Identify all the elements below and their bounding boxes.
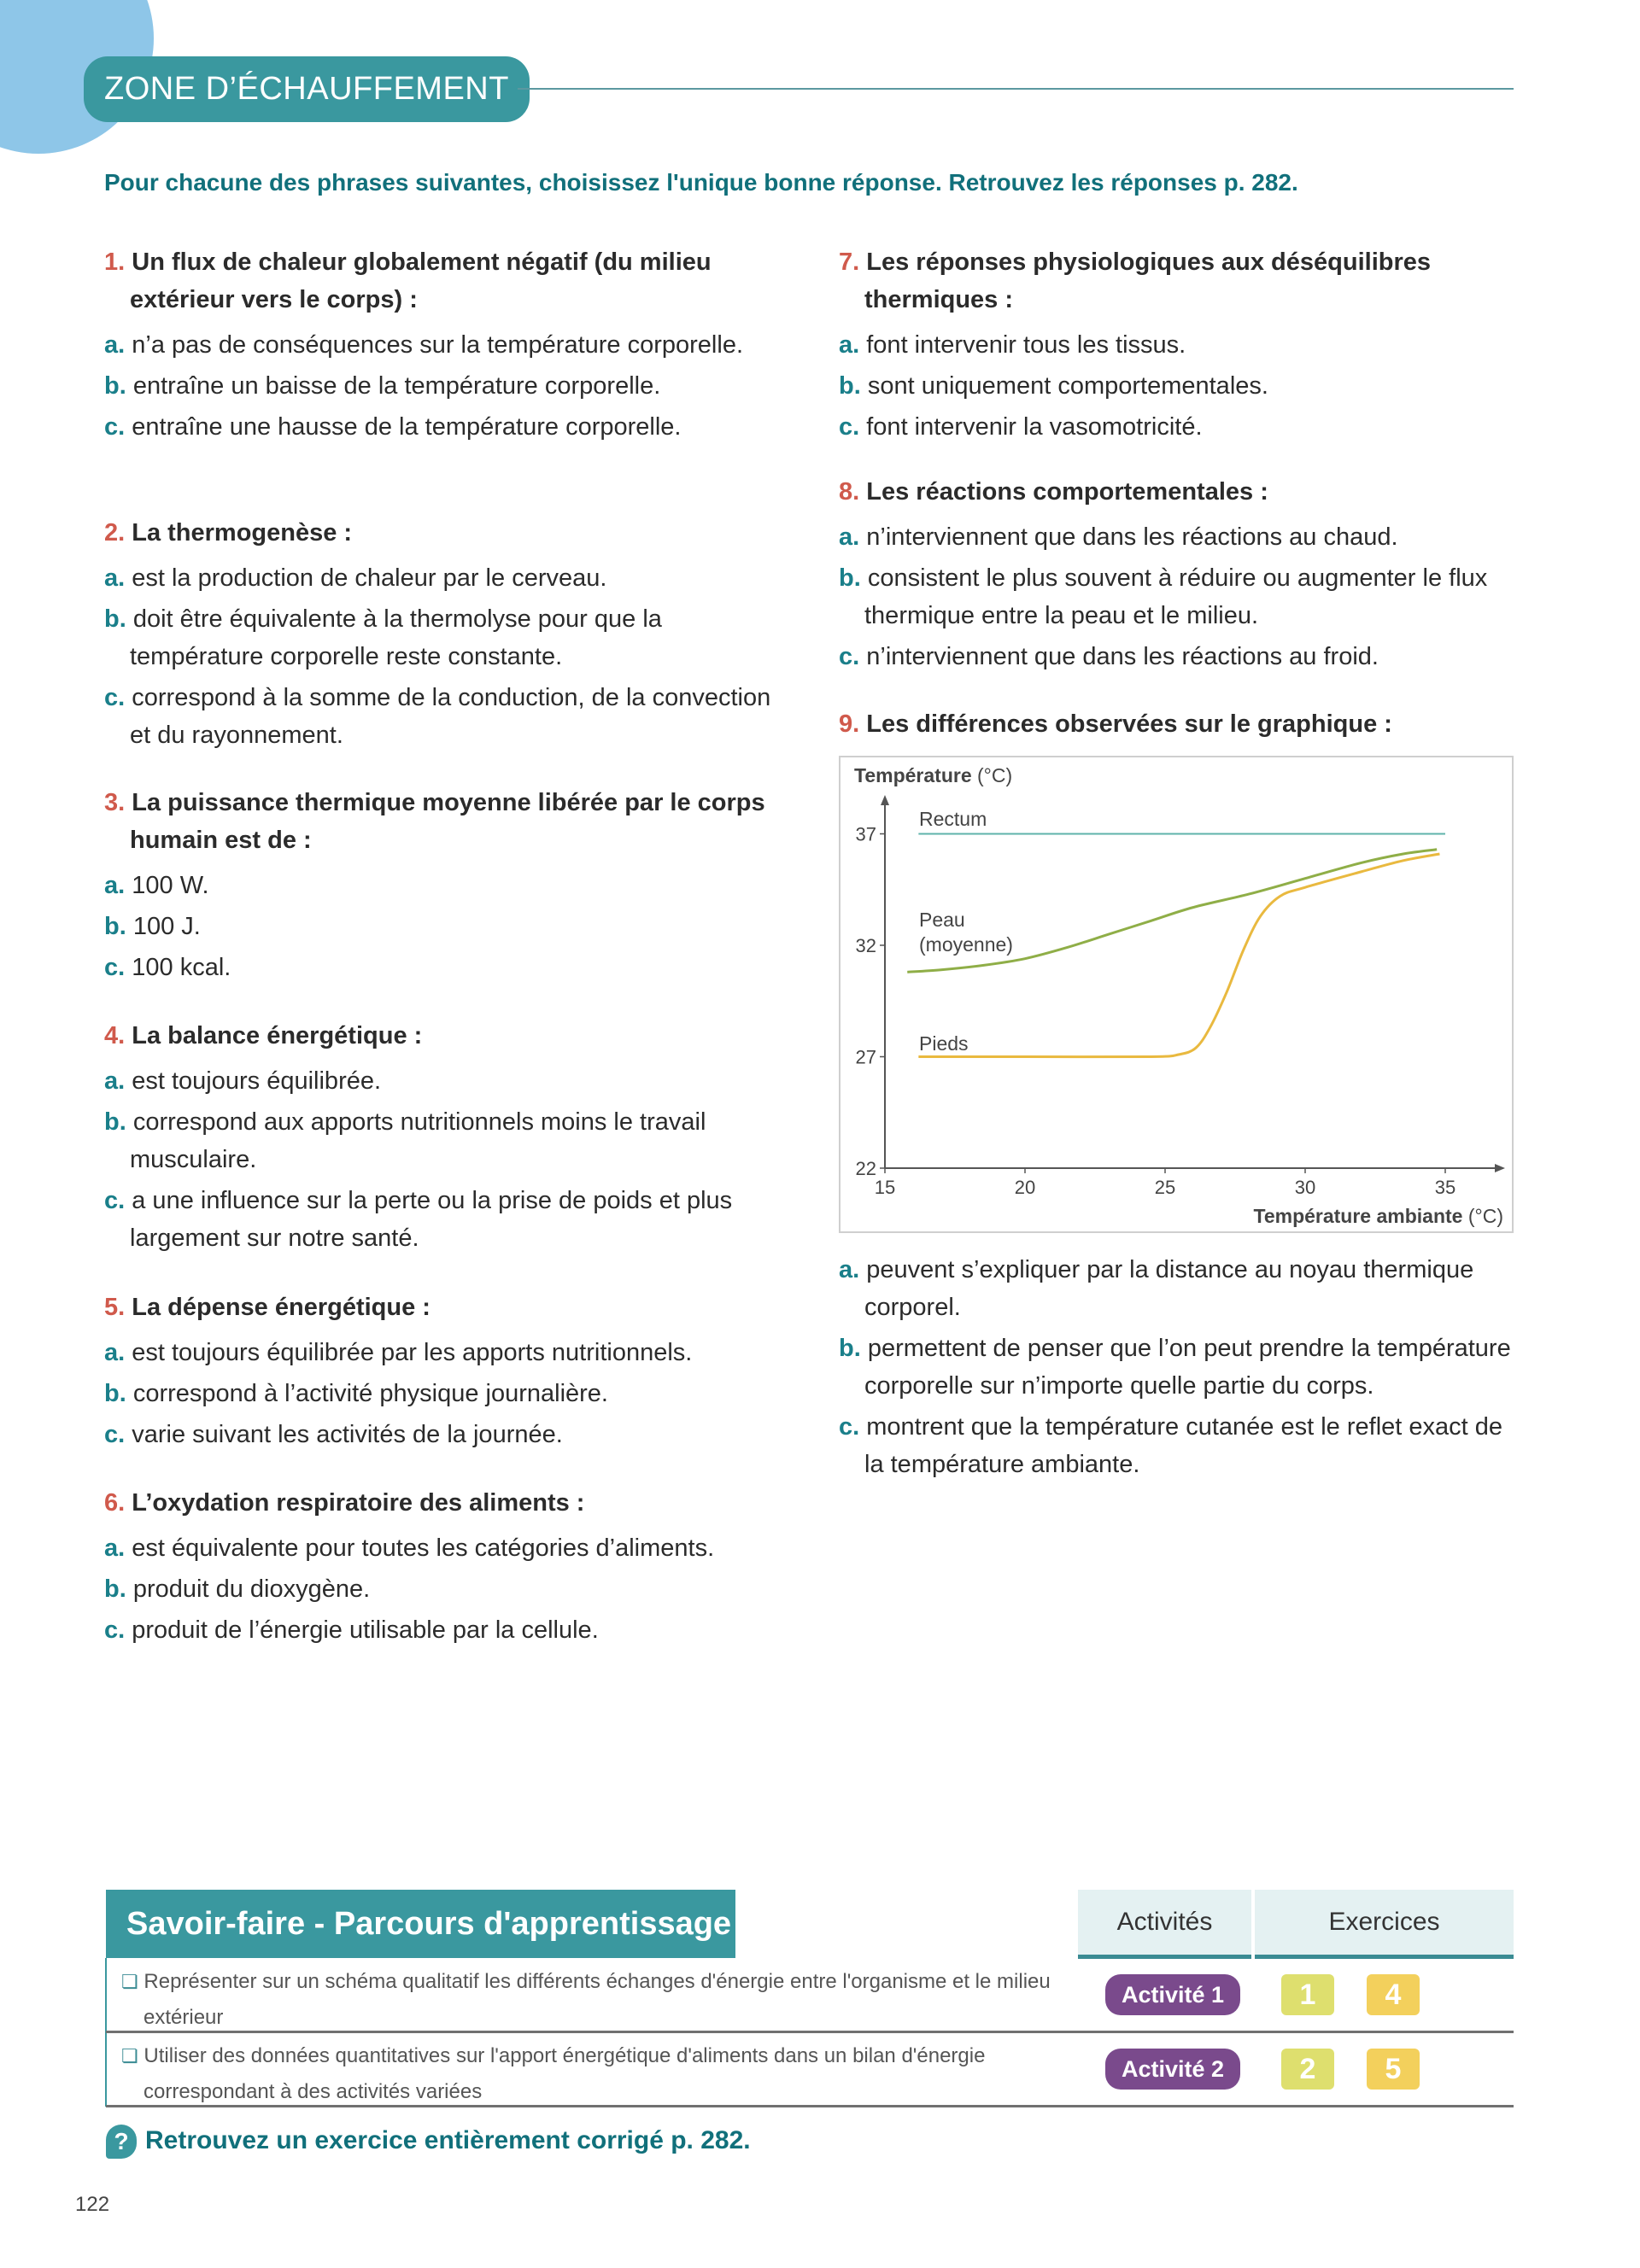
- answer-text: n’interviennent que dans les réactions au chaud.: [866, 523, 1398, 551]
- answer-text: produit de l’énergie utilisable par la cellule.: [132, 1616, 599, 1644]
- answer-option[interactable]: [839, 559, 1522, 634]
- question-number: 3.: [104, 789, 126, 816]
- question-number: 6.: [104, 1489, 126, 1517]
- answer-label: b.: [104, 605, 126, 633]
- x-tick-label: 25: [1154, 1177, 1176, 1198]
- y-axis-title: Température (°C): [854, 764, 1013, 786]
- answer-label: a.: [104, 1067, 126, 1095]
- answer-option[interactable]: [104, 679, 788, 754]
- answer-text: 100 J.: [132, 913, 201, 940]
- answer-option[interactable]: [104, 600, 788, 675]
- exercise-badge[interactable]: 5: [1367, 2049, 1420, 2090]
- corrected-exercise-note: [106, 2123, 751, 2159]
- question-title: [839, 243, 1522, 319]
- answer-label: c.: [104, 413, 126, 441]
- y-tick-label: 22: [855, 1158, 876, 1179]
- answer-text: permettent de penser que l’on peut prendre la température corporelle sur n’importe quelle partie du corps.: [864, 1335, 1511, 1400]
- question-text: La thermogenèse :: [132, 519, 353, 547]
- question-9-answers: [839, 1251, 1522, 1487]
- answer-label: b.: [104, 372, 126, 400]
- question-title: [104, 1289, 788, 1326]
- answer-text: varie suivant les activités de la journée.: [132, 1421, 563, 1448]
- savoir-faire-title: Savoir-faire - Parcours d'apprentissage: [106, 1890, 735, 1958]
- exercise-badge[interactable]: 2: [1281, 2049, 1334, 2090]
- answer-label: b.: [104, 1108, 126, 1136]
- question-text: La puissance thermique moyenne libérée par le corps humain est de :: [130, 789, 765, 854]
- answer-label: a.: [104, 331, 126, 359]
- question-number: 1.: [104, 248, 126, 276]
- answer-option[interactable]: [104, 367, 788, 405]
- answer-label: a.: [104, 1339, 126, 1366]
- y-axis-arrow: [881, 795, 889, 805]
- question-text: Un flux de chaleur globalement négatif (du milieu extérieur vers le corps) :: [130, 248, 712, 313]
- answer-text: 100 W.: [132, 872, 209, 899]
- chart-svg: [840, 757, 1512, 1231]
- answer-text: entraîne une hausse de la température corporelle.: [132, 413, 682, 441]
- question-title: [104, 243, 788, 319]
- question-text: Les réponses physiologiques aux déséquilibres thermiques :: [864, 248, 1432, 313]
- activity-badge[interactable]: Activité 2: [1105, 2049, 1240, 2090]
- question-9: [839, 705, 1522, 751]
- activity-badge[interactable]: Activité 1: [1105, 1974, 1240, 2015]
- y-tick-label: 27: [855, 1046, 876, 1068]
- answer-option[interactable]: [839, 518, 1522, 556]
- answer-option[interactable]: [104, 1103, 788, 1178]
- answer-label: c.: [104, 684, 126, 711]
- answer-text: est la production de chaleur par le cerveau.: [132, 564, 607, 592]
- question-text: La balance énergétique :: [132, 1022, 423, 1049]
- skill-text: Représenter sur un schéma qualitatif les différents échanges d'énergie entre l'organisme et le milieu extérieur: [144, 1970, 1051, 2029]
- page-number: 122: [75, 2193, 110, 2216]
- answer-option[interactable]: [104, 867, 788, 904]
- column-header-exercises: Exercices: [1255, 1890, 1514, 1959]
- answer-text: correspond à l’activité physique journalière.: [132, 1380, 608, 1407]
- answer-text: sont uniquement comportementales.: [867, 372, 1268, 400]
- answer-option[interactable]: [104, 408, 788, 446]
- answer-label: c.: [104, 1187, 126, 1214]
- series-label-pieds: Pieds: [919, 1032, 969, 1055]
- title-divider: [518, 88, 1514, 90]
- answer-option[interactable]: [839, 326, 1522, 364]
- y-tick-label: 32: [855, 935, 876, 956]
- answer-option[interactable]: [104, 1062, 788, 1100]
- question-text: Les différences observées sur le graphique :: [866, 710, 1392, 738]
- x-tick-label: 20: [1014, 1177, 1036, 1198]
- x-tick-label: 30: [1294, 1177, 1316, 1198]
- exercise-badge[interactable]: 4: [1367, 1974, 1420, 2015]
- answer-option[interactable]: [839, 408, 1522, 446]
- answer-label: a.: [104, 564, 126, 592]
- answer-label: c.: [839, 413, 860, 441]
- answer-option[interactable]: [104, 1416, 788, 1453]
- question-title: [839, 473, 1522, 511]
- series-label-rectum: Rectum: [919, 808, 987, 830]
- answer-option[interactable]: [104, 1182, 788, 1257]
- answer-text: n’a pas de conséquences sur la température corporelle.: [132, 331, 744, 359]
- y-tick-label: 37: [855, 823, 876, 845]
- x-axis-arrow: [1495, 1164, 1505, 1172]
- question-title: [104, 514, 788, 552]
- question-text: Les réactions comportementales :: [866, 478, 1268, 506]
- question-text: La dépense énergétique :: [132, 1294, 430, 1321]
- question-5: [104, 1289, 788, 1457]
- answer-label: a.: [839, 523, 860, 551]
- checkbox-icon: ❏: [121, 2045, 138, 2066]
- question-number: 4.: [104, 1022, 126, 1049]
- column-header-activities: Activités: [1078, 1890, 1251, 1959]
- question-number: 8.: [839, 478, 860, 506]
- answer-label: b.: [104, 1575, 126, 1603]
- answer-text: montrent que la température cutanée est le reflet exact de la température ambiante.: [864, 1413, 1503, 1478]
- table-row: [106, 1959, 1514, 2033]
- answer-label: b.: [104, 1380, 126, 1407]
- instruction-text: Pour chacune des phrases suivantes, choisissez l'unique bonne réponse. Retrouvez les réponses p. 282.: [104, 169, 1298, 196]
- answer-label: c.: [839, 643, 860, 670]
- question-8: [839, 473, 1522, 679]
- answer-label: c.: [104, 954, 126, 981]
- answer-label: a.: [104, 872, 126, 899]
- answer-text: font intervenir la vasomotricité.: [866, 413, 1203, 441]
- question-2: [104, 514, 788, 757]
- answer-option[interactable]: [839, 1408, 1522, 1483]
- answer-label: b.: [839, 372, 861, 400]
- answer-option[interactable]: [104, 908, 788, 945]
- x-tick-label: 35: [1434, 1177, 1456, 1198]
- series-label-peau-moyenne: (moyenne): [919, 933, 1013, 956]
- question-7: [839, 243, 1522, 449]
- question-number: 5.: [104, 1294, 126, 1321]
- question-bubble-icon: ?: [106, 2125, 137, 2159]
- x-tick-label: 15: [874, 1177, 896, 1198]
- answer-text: correspond à la somme de la conduction, de la convection et du rayonnement.: [130, 684, 771, 749]
- answer-text: est toujours équilibrée par les apports nutritionnels.: [132, 1339, 693, 1366]
- exercise-badge[interactable]: 1: [1281, 1974, 1334, 2015]
- question-title: [839, 705, 1522, 743]
- answer-label: b.: [839, 564, 861, 592]
- question-3: [104, 784, 788, 990]
- answer-option[interactable]: [839, 638, 1522, 675]
- answer-option[interactable]: [104, 1334, 788, 1371]
- answer-text: produit du dioxygène.: [132, 1575, 371, 1603]
- answer-text: doit être équivalente à la thermolyse pour que la température corporelle reste constante.: [130, 605, 662, 670]
- answer-text: consistent le plus souvent à réduire ou augmenter le flux thermique entre la peau et le milieu.: [864, 564, 1488, 629]
- answer-label: b.: [839, 1335, 861, 1362]
- question-4: [104, 1017, 788, 1260]
- question-text: L’oxydation respiratoire des aliments :: [132, 1489, 585, 1517]
- answer-text: correspond aux apports nutritionnels moins le travail musculaire.: [130, 1108, 706, 1173]
- answer-option[interactable]: [104, 1529, 788, 1567]
- question-number: 2.: [104, 519, 126, 547]
- footer-text: Retrouvez un exercice entièrement corrigé p. 282.: [145, 2126, 751, 2154]
- series-label-peau: Peau: [919, 909, 965, 931]
- table-row: [106, 2033, 1514, 2107]
- x-axis-title: Température ambiante (°C): [1253, 1205, 1503, 1227]
- answer-text: 100 kcal.: [132, 954, 231, 981]
- question-title: [104, 1017, 788, 1055]
- checkbox-icon: ❏: [121, 1971, 138, 1992]
- answer-text: n’interviennent que dans les réactions au froid.: [866, 643, 1379, 670]
- answer-label: c.: [839, 1413, 860, 1441]
- answer-text: est toujours équilibrée.: [132, 1067, 382, 1095]
- answer-label: a.: [839, 331, 860, 359]
- answer-option[interactable]: [104, 1375, 788, 1412]
- answer-option[interactable]: [839, 1330, 1522, 1405]
- answer-label: c.: [104, 1421, 126, 1448]
- answer-label: a.: [104, 1534, 126, 1562]
- answer-option[interactable]: [104, 559, 788, 597]
- question-number: 9.: [839, 710, 860, 738]
- question-title: [104, 1484, 788, 1522]
- skill-text: Utiliser des données quantitatives sur l'apport énergétique d'aliments dans un bilan d'énergie correspondant à des activités variées: [144, 2044, 986, 2103]
- answer-text: font intervenir tous les tissus.: [866, 331, 1186, 359]
- answer-label: c.: [104, 1616, 126, 1644]
- answer-text: est équivalente pour toutes les catégories d’aliments.: [132, 1534, 715, 1562]
- question-6: [104, 1484, 788, 1652]
- answer-label: a.: [839, 1256, 860, 1283]
- answer-label: b.: [104, 913, 126, 940]
- question-1: [104, 243, 788, 449]
- answer-text: peuvent s’expliquer par la distance au noyau thermique corporel.: [864, 1256, 1474, 1321]
- temperature-chart: [839, 756, 1514, 1233]
- section-title: ZONE D’ÉCHAUFFEMENT: [84, 56, 530, 122]
- answer-option[interactable]: [104, 1570, 788, 1608]
- question-title: [104, 784, 788, 859]
- answer-option[interactable]: [839, 367, 1522, 405]
- answer-option[interactable]: [104, 326, 788, 364]
- answer-text: a une influence sur la perte ou la prise de poids et plus largement sur notre santé.: [130, 1187, 733, 1252]
- answer-text: entraîne un baisse de la température corporelle.: [132, 372, 661, 400]
- answer-option[interactable]: [104, 1611, 788, 1649]
- answer-option[interactable]: [839, 1251, 1522, 1326]
- question-number: 7.: [839, 248, 860, 276]
- answer-option[interactable]: [104, 949, 788, 986]
